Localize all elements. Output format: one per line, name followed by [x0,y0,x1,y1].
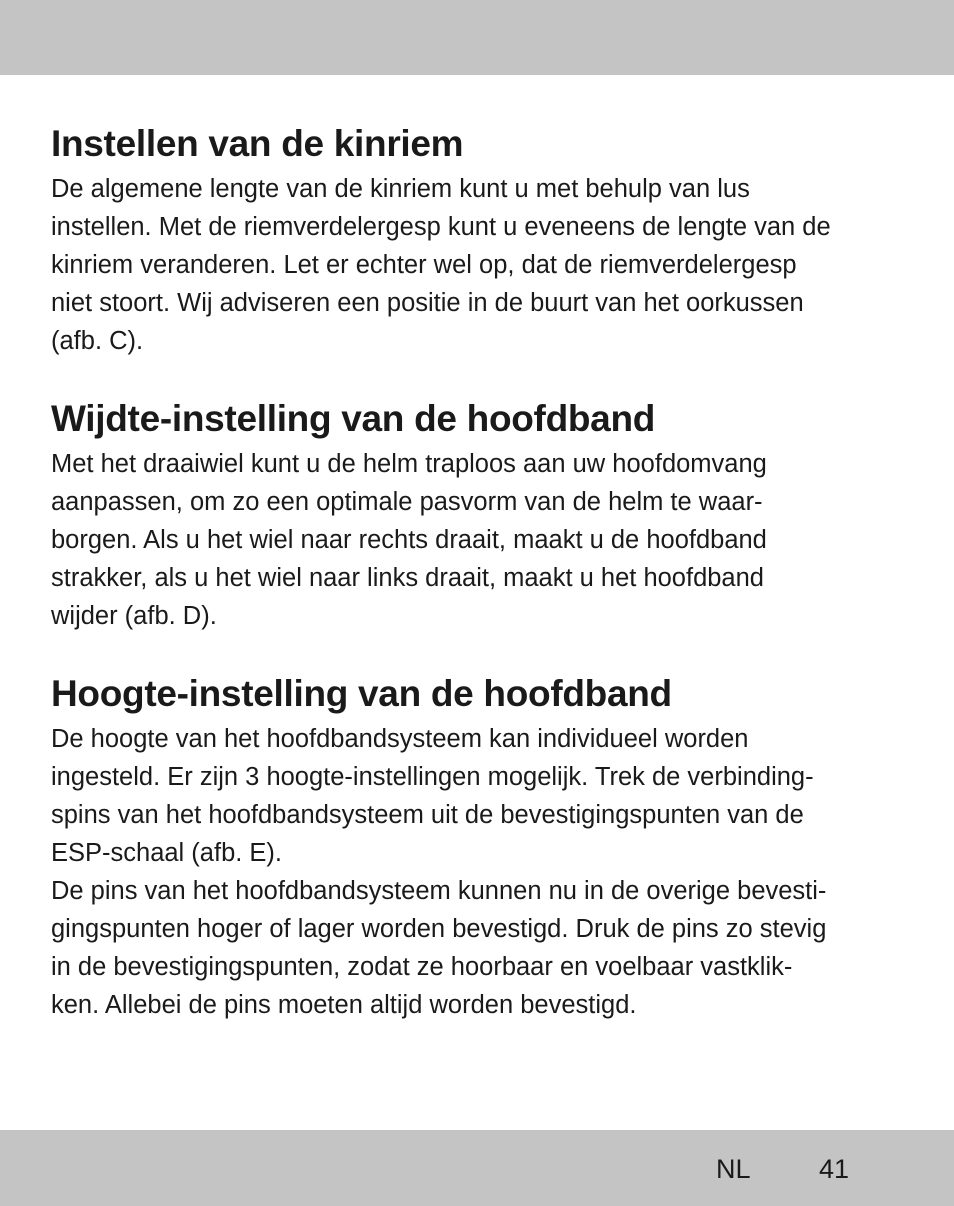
text-line: ken. Allebei de pins moeten altijd worden bevestigd. [51,991,637,1019]
text-line: De pins van het hoofdbandsysteem kunnen nu in de overige bevesti- [51,877,827,905]
paragraph [51,445,911,635]
paragraph [51,720,911,872]
text-line: strakker, als u het wiel naar links draait, maakt u het hoofdband [51,564,764,592]
text-line: Met het draaiwiel kunt u de helm traploos aan uw hoofdomvang [51,450,767,478]
paragraph [51,872,911,1024]
section-heading: Hoogte-instelling van de hoofdband [51,673,672,714]
text-line: (afb. C). [51,327,144,355]
text-line: De algemene lengte van de kinriem kunt u met behulp van lus [51,175,750,203]
text-line: gingspunten hoger of lager worden bevestigd. Druk de pins zo stevig [51,915,827,943]
section-headband-height [51,668,911,1024]
section-heading: Wijdte-instelling van de hoofdband [51,398,656,439]
text-line: ESP-schaal (afb. E). [51,839,283,867]
text-line: De hoogte van het hoofdbandsysteem kan individueel worden [51,725,749,753]
text-line: instellen. Met de riemverdelergesp kunt u eveneens de lengte van de [51,213,831,241]
top-band [0,0,954,75]
section-headband-width [51,393,911,635]
text-line: niet stoort. Wij adviseren een positie in de buurt van het oorkussen [51,289,804,317]
text-line: aanpassen, om zo een optimale pasvorm van de helm te waar- [51,488,763,516]
paragraph [51,170,911,360]
page-number: 41 [819,1154,850,1184]
text-line: ingesteld. Er zijn 3 hoogte-instellingen mogelijk. Trek de verbinding- [51,763,814,791]
page-content [51,118,911,1024]
text-line: kinriem veranderen. Let er echter wel op, dat de riemverdelergesp [51,251,797,279]
text-line: spins van het hoofdbandsysteem uit de bevestigingspunten van de [51,801,804,829]
section-chin-strap [51,118,911,360]
text-line: in de bevestigingspunten, zodat ze hoorbaar en voelbaar vastklik- [51,953,793,981]
text-line: borgen. Als u het wiel naar rechts draait, maakt u de hoofdband [51,526,767,554]
section-heading: Instellen van de kinriem [51,123,464,164]
language-code: NL [716,1154,751,1184]
footer-band [0,1130,954,1206]
text-line: wijder (afb. D). [51,602,217,630]
